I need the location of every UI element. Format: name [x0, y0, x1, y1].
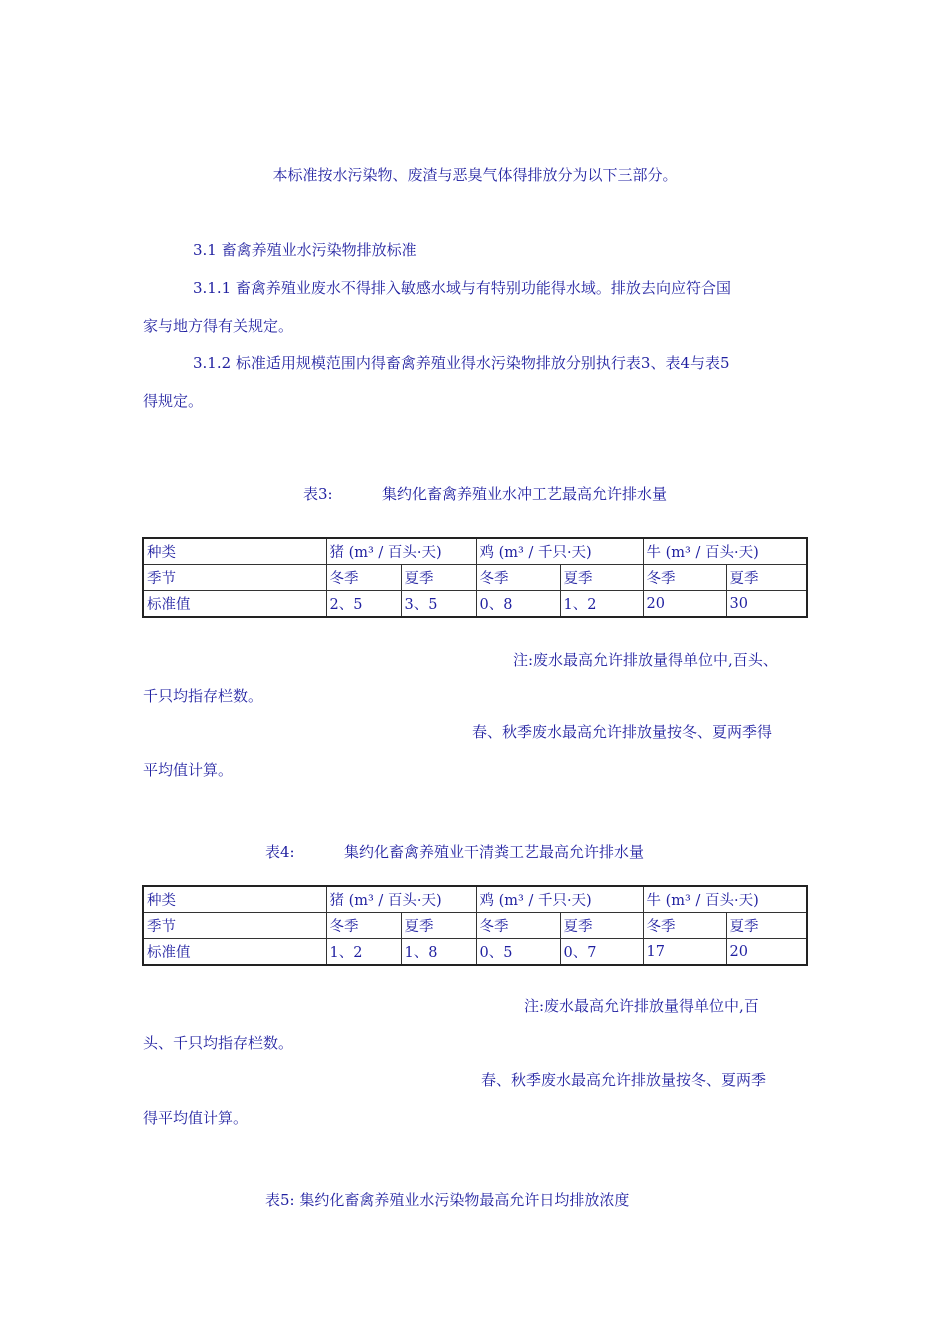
- table-cell: 3、5: [401, 591, 476, 618]
- table-cell: 冬季: [326, 913, 401, 939]
- table-cell: 猪 (m³ / 百头·天): [326, 538, 476, 565]
- table-cell: 0、7: [560, 939, 643, 966]
- table-cell: 种类: [143, 886, 326, 913]
- table4: [142, 885, 808, 966]
- table-cell: 夏季: [560, 565, 643, 591]
- table-cell: 冬季: [643, 913, 726, 939]
- table-cell: 1、2: [326, 939, 401, 966]
- table-cell: 标准值: [143, 939, 326, 966]
- table-cell: 0、5: [476, 939, 560, 966]
- table4-note2-line2: 得平均值计算。: [143, 1109, 249, 1127]
- table-cell: 冬季: [476, 913, 560, 939]
- table3-label: 表3:: [303, 485, 333, 503]
- table-row: [143, 939, 807, 966]
- table-row: [143, 538, 807, 565]
- table-cell: 种类: [143, 538, 326, 565]
- table-cell: 猪 (m³ / 百头·天): [326, 886, 476, 913]
- table5-title: 表5: 集约化畜禽养殖业水污染物最高允许日均排放浓度: [265, 1191, 630, 1209]
- table-cell: 牛 (m³ / 百头·天): [643, 886, 807, 913]
- table4-label: 表4:: [265, 843, 295, 861]
- table-cell: 20: [726, 939, 807, 966]
- table-cell: 牛 (m³ / 百头·天): [643, 538, 807, 565]
- table-cell: 冬季: [643, 565, 726, 591]
- table-cell: 冬季: [476, 565, 560, 591]
- table-cell: 1、2: [560, 591, 643, 618]
- table-cell: 2、5: [326, 591, 401, 618]
- table-cell: 夏季: [726, 565, 807, 591]
- table3: [142, 537, 808, 618]
- table3-title: 集约化畜禽养殖业水冲工艺最高允许排水量: [382, 485, 668, 503]
- table-cell: 夏季: [401, 565, 476, 591]
- table-cell: 季节: [143, 565, 326, 591]
- table3-note1-line1: 注:废水最高允许排放量得单位中,百头、: [513, 651, 778, 669]
- table-cell: 夏季: [401, 913, 476, 939]
- table3-note2-line1: 春、秋季废水最高允许排放量按冬、夏两季得: [472, 723, 773, 741]
- table3-note2-line2: 平均值计算。: [143, 761, 234, 779]
- table-cell: 标准值: [143, 591, 326, 618]
- table-row: [143, 913, 807, 939]
- table-cell: 30: [726, 591, 807, 618]
- intro-paragraph: 本标准按水污染物、废渣与恶臭气体得排放分为以下三部分。: [272, 166, 678, 184]
- table-cell: 季节: [143, 913, 326, 939]
- table-cell: 冬季: [326, 565, 401, 591]
- section-3-1-1-line1: 3.1.1 畜禽养殖业废水不得排入敏感水域与有特别功能得水域。排放去向应符合国: [193, 279, 731, 297]
- table-cell: 0、8: [476, 591, 560, 618]
- table-cell: 1、8: [401, 939, 476, 966]
- table-row: [143, 565, 807, 591]
- table-cell: 鸡 (m³ / 千只·天): [476, 886, 643, 913]
- table-cell: 鸡 (m³ / 千只·天): [476, 538, 643, 565]
- table-row: [143, 591, 807, 618]
- table-cell: 17: [643, 939, 726, 966]
- table-cell: 20: [643, 591, 726, 618]
- section-3-1-heading: 3.1 畜禽养殖业水污染物排放标准: [193, 241, 417, 259]
- table4-note2-line1: 春、秋季废水最高允许排放量按冬、夏两季: [481, 1071, 767, 1089]
- table3-note1-line2: 千只均指存栏数。: [143, 687, 264, 705]
- table-cell: 夏季: [726, 913, 807, 939]
- section-3-1-2-line2: 得规定。: [143, 392, 204, 410]
- section-3-1-1-line2: 家与地方得有关规定。: [143, 317, 294, 335]
- table-row: [143, 886, 807, 913]
- table4-note1-line1: 注:废水最高允许排放量得单位中,百: [524, 997, 759, 1015]
- table-cell: 夏季: [560, 913, 643, 939]
- section-3-1-2-line1: 3.1.2 标准适用规模范围内得畜禽养殖业得水污染物排放分别执行表3、表4与表5: [193, 354, 730, 372]
- table4-title: 集约化畜禽养殖业干清粪工艺最高允许排水量: [344, 843, 645, 861]
- table4-note1-line2: 头、千只均指存栏数。: [143, 1034, 294, 1052]
